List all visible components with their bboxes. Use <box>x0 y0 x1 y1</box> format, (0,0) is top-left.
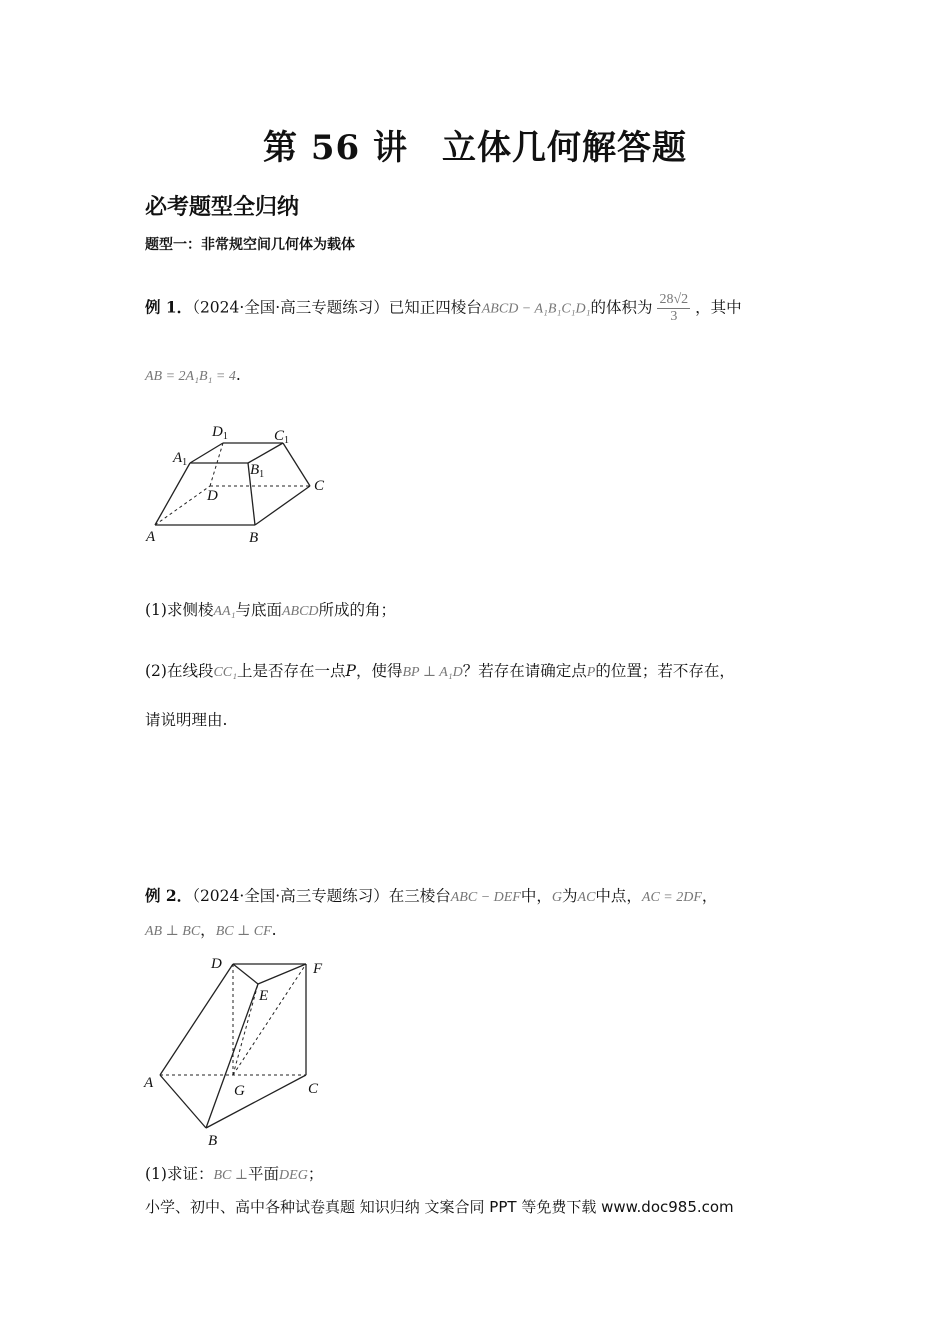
ex2-c2: BC ⊥ CF <box>215 924 272 939</box>
ex1-q2-b: 上是否存在一点 <box>237 662 346 680</box>
ex1-q1-c: 所成的角； <box>318 601 397 619</box>
ex2-label: 例 2． <box>145 886 193 905</box>
label-E: E <box>259 988 269 1004</box>
ex1-label: 例 1． <box>145 297 193 317</box>
label-D: D <box>211 956 222 972</box>
ex1-q1-abcd: ABCD <box>281 604 319 619</box>
ex1-q1-b: 与底面 <box>235 601 282 619</box>
ex2-t1: 中， <box>520 887 552 905</box>
label-A: A <box>144 1075 154 1091</box>
ex2-t3: 中点， <box>595 887 642 905</box>
ex2-q1-c: ； <box>307 1165 324 1183</box>
ex1-vol-num: 28√2 <box>659 292 689 307</box>
ex2-q1-a: (1)求证： <box>145 1165 214 1183</box>
ex2-eq: AC = 2DF <box>641 890 702 905</box>
footer-ad[interactable]: 小学、初中、高中各种试卷真题 知识归纳 文案合同 PPT 等免费下载 www.doc985.com <box>145 1198 734 1216</box>
ex1-q2-p2: P <box>586 665 596 680</box>
ex1-text3: ，其中 <box>695 298 742 317</box>
label-G: G <box>234 1083 245 1099</box>
ex2-ac: AC <box>577 890 596 905</box>
label-D1: $D_1$ <box>212 424 228 442</box>
label-C1: $C_1$ <box>274 428 290 446</box>
ex1-q2-cc1: CC₁ <box>213 665 238 680</box>
label-B1: $B_1$ <box>250 462 265 480</box>
ex2-t2: 为 <box>562 887 578 905</box>
ex2-q1-deg: DEG <box>279 1168 308 1183</box>
ex2-t6: . <box>271 921 277 939</box>
ex1-q2-c: ，使得 <box>355 662 403 680</box>
ex2-t4: ， <box>701 887 718 905</box>
ex1-q1-a: (1)求侧棱 <box>145 601 214 619</box>
ex2-q1-bc: BC ⊥ <box>213 1168 249 1183</box>
ex1-cond-end: . <box>235 366 241 384</box>
ex2-t5: ， <box>200 921 216 939</box>
label-D: D <box>207 488 218 504</box>
ex1-condition: AB = 2A₁B₁ = 4 <box>145 369 236 384</box>
ex1-q2-a: (2)在线段 <box>145 662 214 680</box>
section-heading: 必考题型全归纳 <box>145 194 300 220</box>
ex1-q1-aa1: AA₁ <box>213 604 236 619</box>
label-A1: $A_1$ <box>173 450 188 468</box>
ex1-q1 <box>145 598 396 620</box>
label-B: B <box>249 530 259 546</box>
ex1-q2-d: ？若存在请确定点 <box>462 662 587 680</box>
label-C: C <box>308 1081 319 1097</box>
ex2-frustum: ABC − DEF <box>450 890 521 905</box>
label-B: B <box>208 1133 218 1149</box>
ex1-q2-cont: 请说明理由. <box>145 711 228 729</box>
label-F: F <box>313 961 323 977</box>
ex2-c1: AB ⊥ BC <box>145 924 201 939</box>
type-heading: 题型一：非常规空间几何体为载体 <box>145 237 355 253</box>
ex1-text2: 的体积为 <box>590 298 653 317</box>
ex1-q2 <box>145 659 735 681</box>
ex1-vol-den: 3 <box>670 309 678 324</box>
ex1-q2-e: 的位置；若不存在， <box>595 662 735 680</box>
ex1-line2 <box>145 366 241 385</box>
ex1-frustum: ABCD − A₁B₁C₁D₁ <box>481 301 591 317</box>
ex2-line2 <box>145 918 277 940</box>
ex2-source: （2024·全国·高三专题练习）在三棱台 <box>192 887 451 905</box>
ex2-q1-b: 平面 <box>248 1165 280 1183</box>
ex1-line1 <box>145 292 742 325</box>
frustum-figure <box>140 418 340 548</box>
triangular-frustum-figure <box>138 950 338 1150</box>
label-C: C <box>314 478 325 494</box>
page-title <box>0 120 950 169</box>
label-A: A <box>146 529 156 545</box>
ex1-volume-fraction <box>657 292 690 325</box>
ex1-source: （2024·全国·高三专题练习）已知正四棱台 <box>192 298 482 317</box>
ex1-q2-perp: BP ⊥ A₁D <box>402 665 463 680</box>
ex2-g: G <box>551 890 562 905</box>
ex1-q2-p: P <box>345 662 356 680</box>
title-lecture-number: 第 56 讲 <box>263 128 408 168</box>
title-topic: 立体几何解答题 <box>442 128 687 168</box>
ex2-q1 <box>145 1162 323 1184</box>
ex2-line1 <box>145 884 717 906</box>
